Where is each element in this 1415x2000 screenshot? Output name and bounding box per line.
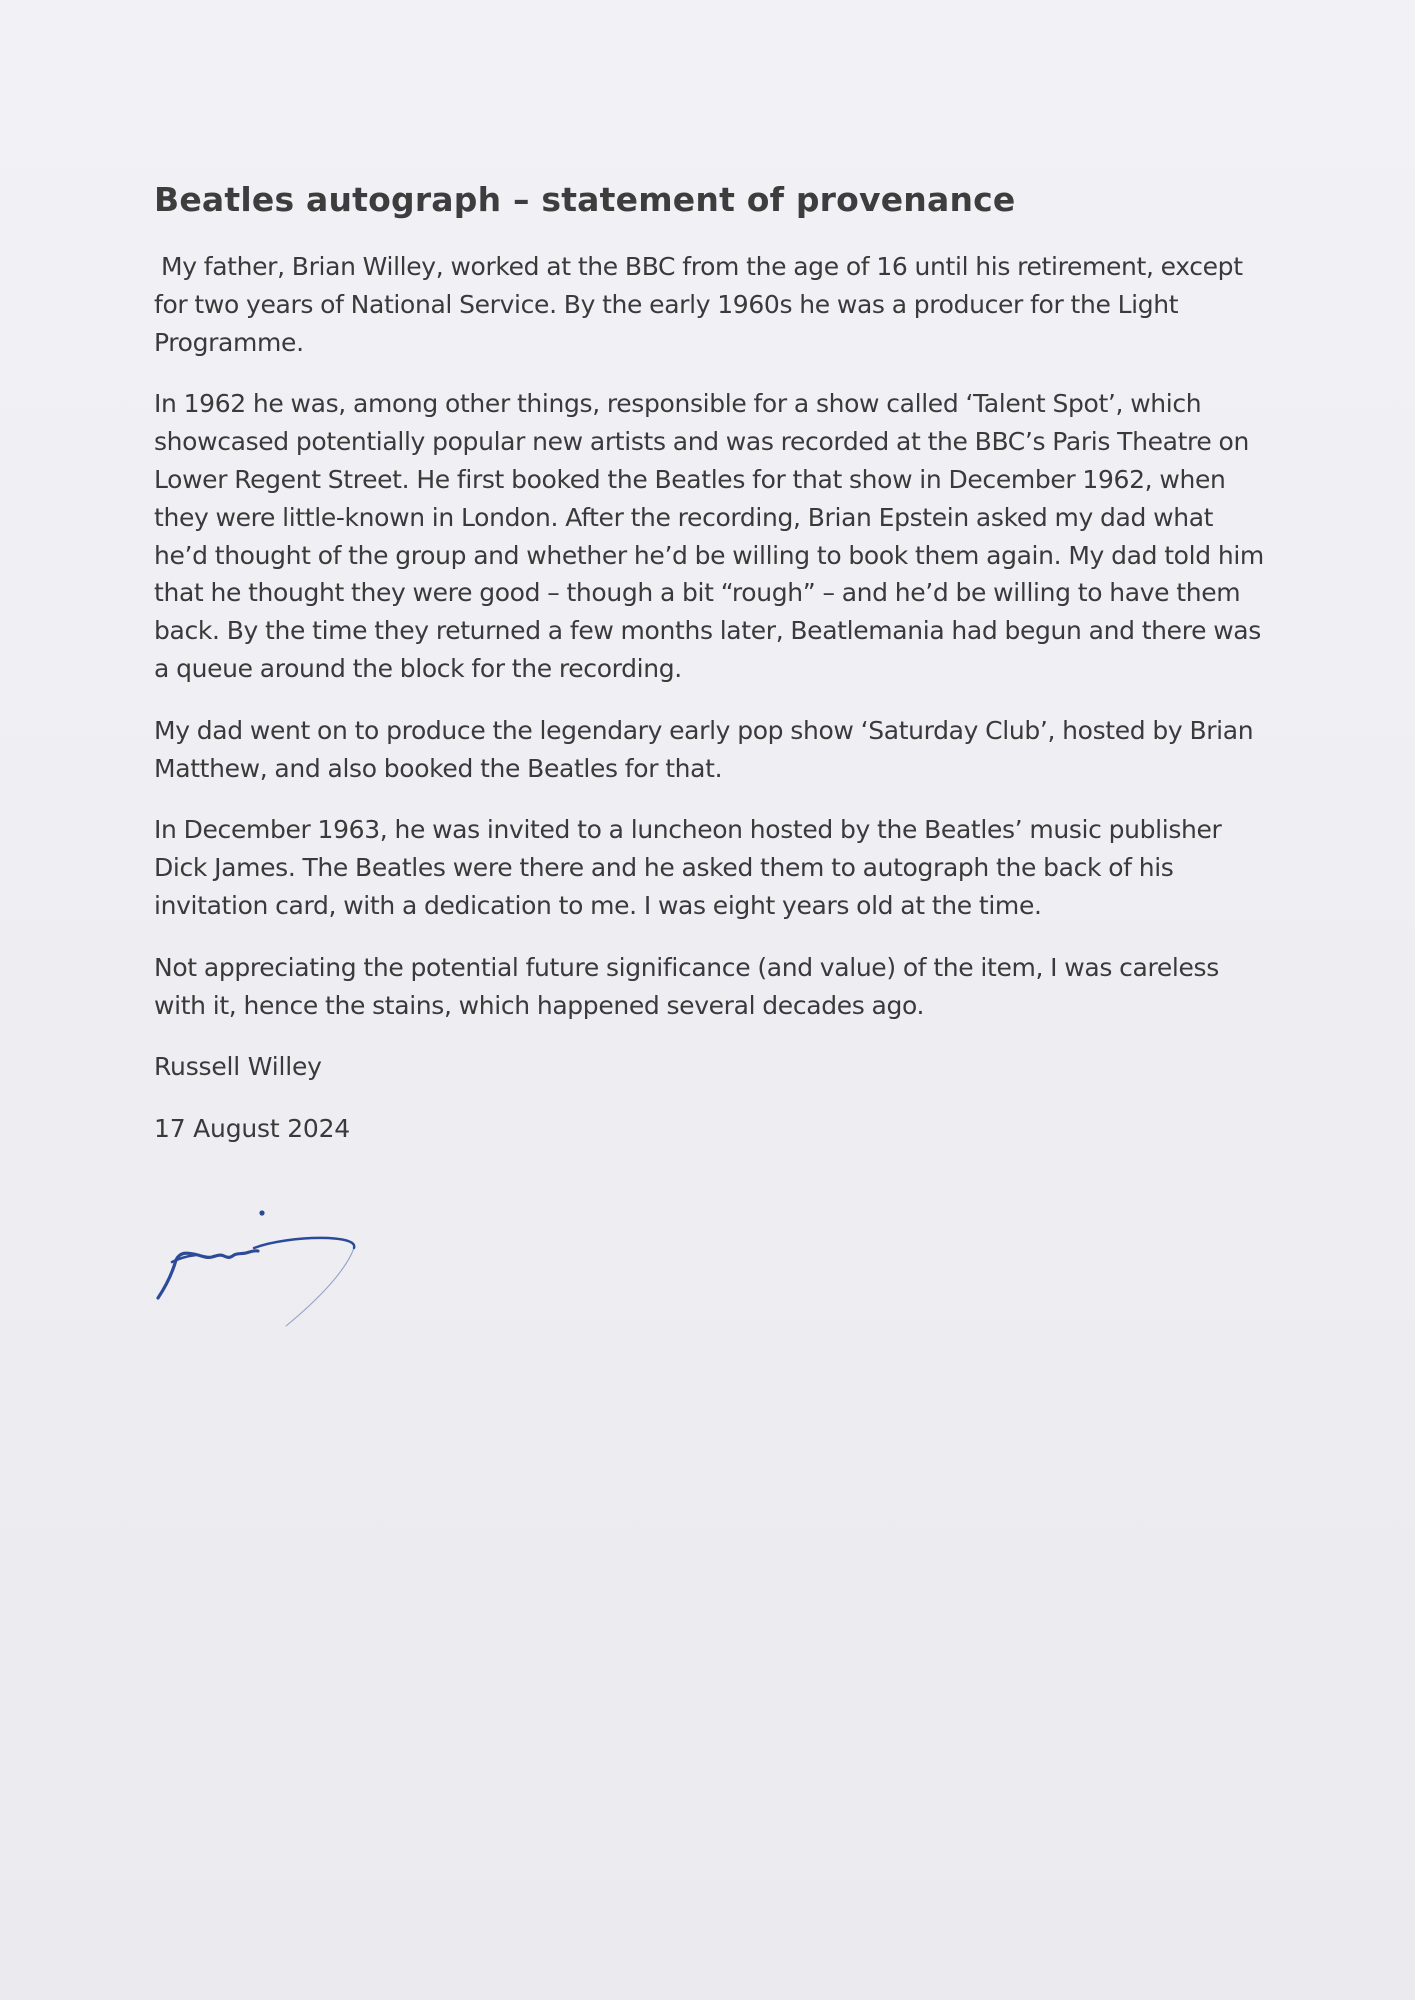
document-body (154, 178, 1264, 1172)
document-title: Beatles autograph – statement of provenance (154, 180, 1016, 219)
document-date: 17 August 2024 (154, 1114, 351, 1144)
author-name: Russell Willey (154, 1052, 322, 1082)
paragraph-2: In 1962 he was, among other things, responsible for a show called ‘Talent Spot’, which showcased potentially popular new artists and was recorded at the BBC’s Paris Theatre on Lower Regent Street. He first booked the Beatles for that show in December 1962, when they were little-known in London. After the recording, Brian Epstein asked my dad what he’d thought of the group and whether he’d be willing to book them again. My dad told him that he thought they were good – though a bit “rough” – and he’d be willing to have them back. By the time they returned a few months later, Beatlemania had begun and there was a queue around the block for the recording. (154, 389, 1264, 683)
signature-stroke-main (158, 1251, 258, 1298)
paragraph-5: Not appreciating the potential future significance (and value) of the item, I was careless with it, hence the stains, which happened several decades ago. (154, 952, 1219, 1020)
signature-dot (259, 1210, 264, 1215)
signature-stroke-underline (286, 1248, 354, 1326)
paragraph-3: My dad went on to produce the legendary early pop show ‘Saturday Club’, hosted by Brian Matthew, and also booked the Beatles for that. (154, 715, 1254, 783)
handwritten-signature (150, 1200, 410, 1360)
signature-stroke-tail (254, 1238, 354, 1248)
paragraph-1: My father, Brian Willey, worked at the BBC from the age of 16 until his retirement, except for two years of National Service. By the early 1960s he was a producer for the Light Programme. (154, 252, 1243, 357)
paragraph-4: In December 1963, he was invited to a luncheon hosted by the Beatles’ music publisher Dick James. The Beatles were there and he asked them to autograph the back of his invitation card, with a dedication to me. I was eight years old at the time. (154, 815, 1222, 920)
